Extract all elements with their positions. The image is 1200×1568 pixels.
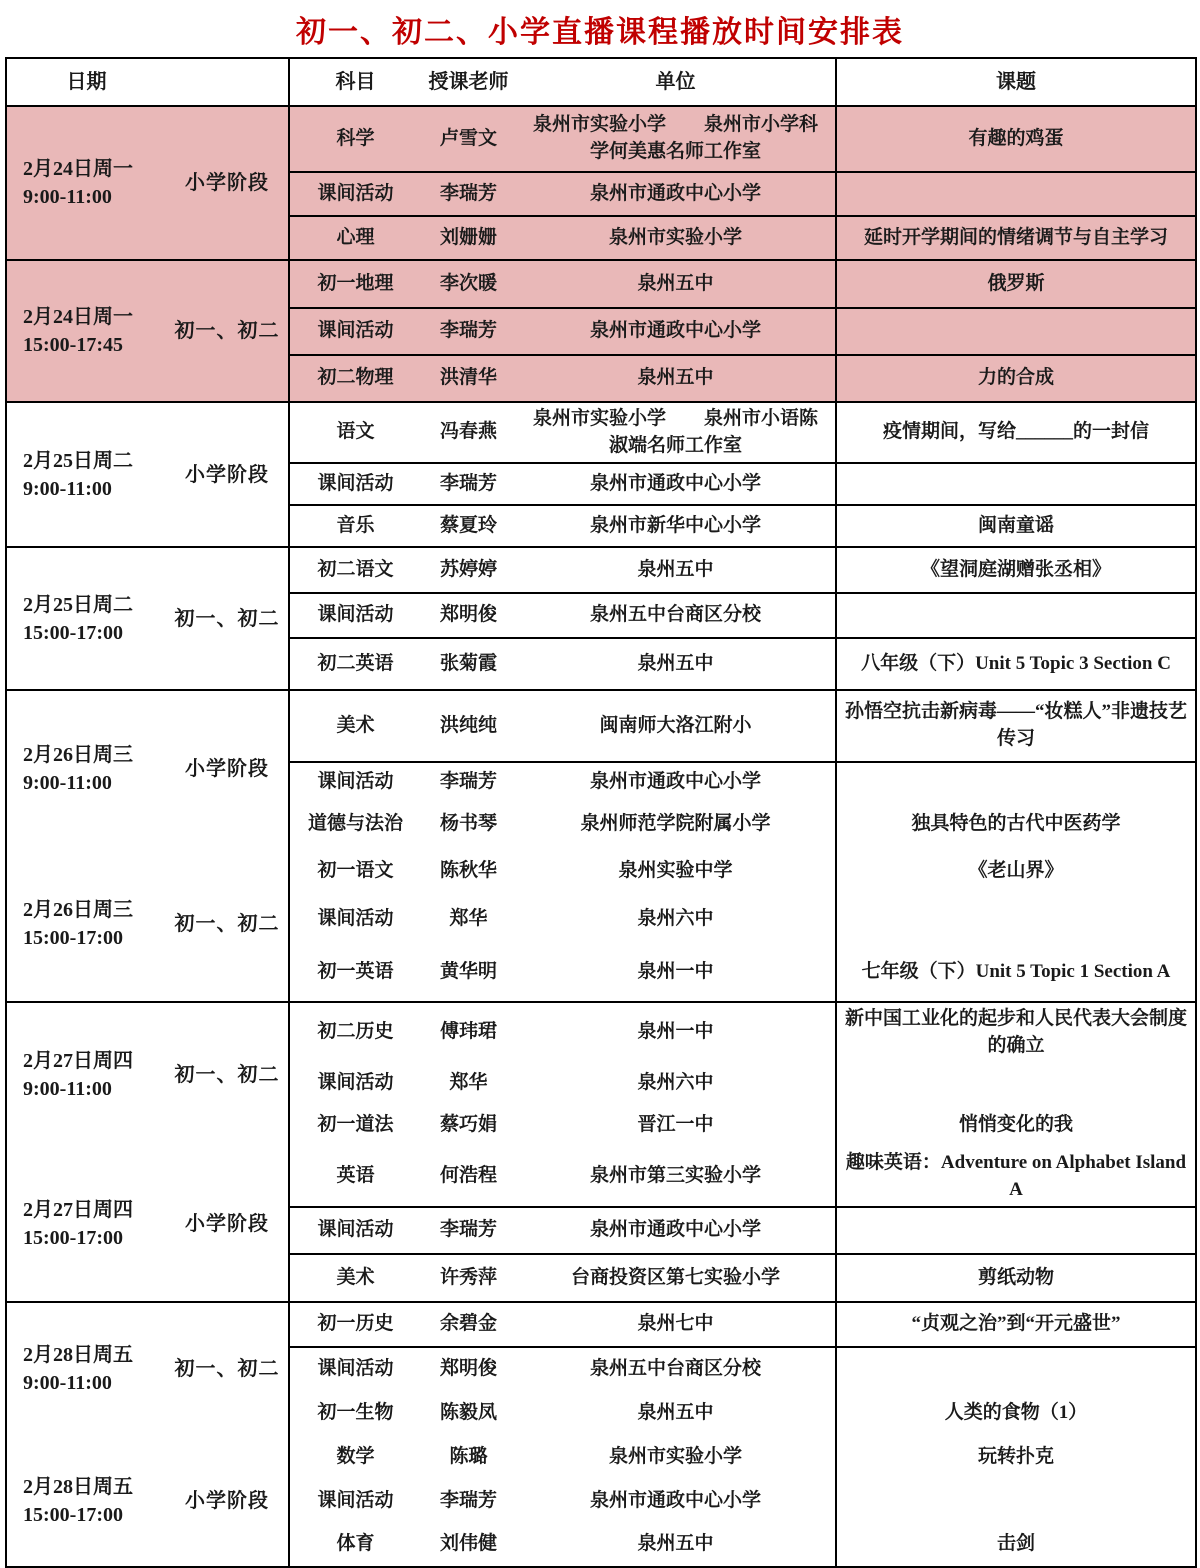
- topic-cell: 悄悄变化的我: [958, 1114, 1073, 1136]
- subject-cell: 课间活动: [289, 1347, 421, 1391]
- topic-cell: [836, 1479, 1196, 1523]
- unit-cell: 泉州市通政中心小学: [516, 1479, 836, 1523]
- subject-cell: 心理: [289, 216, 421, 260]
- subject-cell: 初一地理: [289, 260, 421, 308]
- subject-cell: 美术: [289, 690, 421, 762]
- date-text: 2月27日周四: [23, 1199, 133, 1221]
- teacher-cell: 郑华: [449, 907, 488, 929]
- teacher-cell: 张菊霞: [421, 638, 516, 690]
- unit-cell: 泉州市实验小学: [516, 216, 836, 260]
- time-text: 15:00-17:00: [23, 1503, 123, 1526]
- course-row: [6, 1147, 1196, 1207]
- column-header-topic: 课题: [996, 71, 1036, 93]
- subject-cell: 课间活动: [289, 172, 421, 216]
- unit-cell: 泉州一中: [516, 943, 836, 1002]
- schedule-table: [5, 57, 1197, 1568]
- time-text: 15:00-17:00: [23, 927, 123, 949]
- topic-cell: 俄罗斯: [836, 260, 1196, 308]
- subject-cell: 初一英语: [317, 960, 394, 982]
- date-cell: [6, 690, 166, 847]
- teacher-cell: 苏婷婷: [421, 547, 516, 593]
- topic-cell: 疫情期间，写给______的一封信: [836, 402, 1196, 463]
- unit-cell: 泉州市通政中心小学: [516, 1207, 836, 1254]
- subject-cell: 课间活动: [289, 463, 421, 505]
- unit-cell: 泉州五中: [516, 260, 836, 308]
- stage-cell: 初一、初二: [166, 847, 289, 1002]
- header-row: [6, 58, 1196, 106]
- date-text: 2月27日周四: [23, 1050, 133, 1072]
- teacher-cell: 李瑞芳: [421, 463, 516, 505]
- unit-cell: 泉州五中: [516, 547, 836, 593]
- time-text: 9:00-11:00: [23, 477, 112, 500]
- topic-cell: 玩转扑克: [977, 1445, 1054, 1467]
- time-text: 15:00-17:45: [23, 334, 123, 356]
- course-row: [6, 106, 1196, 172]
- topic-cell: “贞观之治”到“开元盛世”: [836, 1302, 1196, 1347]
- topic-cell: 剪纸动物: [836, 1254, 1196, 1302]
- topic-cell: 《望洞庭湖赠张丞相》: [836, 547, 1196, 593]
- subject-cell: 课间活动: [289, 593, 421, 638]
- unit-cell: 泉州师范学院附属小学: [516, 802, 836, 847]
- time-text: 9:00-11:00: [23, 1078, 112, 1100]
- unit-cell: 泉州市通政中心小学: [516, 463, 836, 505]
- stage-cell: 初一、初二: [166, 1002, 289, 1147]
- topic-cell: 力的合成: [836, 355, 1196, 402]
- topic-cell: 闽南童谣: [836, 505, 1196, 547]
- topic-cell: 人类的食物（1）: [944, 1401, 1088, 1423]
- unit-cell: 泉州市第三实验小学: [516, 1147, 836, 1207]
- date-text: 2月24日周一: [23, 306, 133, 328]
- subject-cell: 语文: [289, 402, 421, 463]
- teacher-cell: 李次暖: [421, 260, 516, 308]
- date-cell: [6, 1147, 166, 1302]
- date-text: 2月25日周二: [23, 593, 133, 616]
- topic-cell: 独具特色的古代中医药学: [911, 813, 1121, 835]
- subject-cell: 课间活动: [317, 1071, 394, 1093]
- course-row: [6, 547, 1196, 593]
- topic-cell: [836, 762, 1196, 802]
- unit-cell: 泉州市通政中心小学: [516, 308, 836, 355]
- teacher-cell: 何浩程: [439, 1165, 497, 1187]
- topic-cell: 八年级（下）Unit 5 Topic 3 Section C: [836, 638, 1196, 690]
- time-text: 9:00-11:00: [23, 1372, 112, 1394]
- stage-cell: 小学阶段: [166, 106, 289, 260]
- unit-cell: 泉州五中台商区分校: [516, 1347, 836, 1391]
- subject-cell: 初一语文: [317, 859, 394, 881]
- stage-cell: 初一、初二: [166, 547, 289, 690]
- subject-cell: 初二历史: [289, 1002, 421, 1062]
- date-text: 2月24日周一: [23, 158, 133, 180]
- subject-cell: 体育: [336, 1533, 375, 1555]
- unit-cell: 泉州六中: [516, 895, 836, 943]
- teacher-cell: 陈璐: [449, 1445, 488, 1467]
- date-cell: [6, 402, 166, 547]
- teacher-cell: 傅玮珺: [421, 1002, 516, 1062]
- time-text: 15:00-17:00: [23, 1227, 123, 1249]
- unit-cell: 泉州五中: [516, 638, 836, 690]
- date-cell: [6, 1002, 166, 1147]
- teacher-cell: 杨书琴: [439, 813, 497, 835]
- teacher-cell: 黄华明: [439, 960, 497, 982]
- stage-cell: 初一、初二: [166, 1302, 289, 1435]
- course-row: [6, 1302, 1196, 1347]
- unit-cell: 泉州市实验小学 泉州市小学科学何美惠名师工作室: [516, 106, 836, 172]
- teacher-cell: 卢雪文: [421, 106, 516, 172]
- subject-cell: 初二英语: [289, 638, 421, 690]
- teacher-cell: 郑明俊: [421, 593, 516, 638]
- course-row: [6, 847, 1196, 895]
- course-row: [6, 1002, 1196, 1062]
- stage-cell: 初一、初二: [166, 260, 289, 402]
- teacher-cell: 郑华: [449, 1071, 488, 1093]
- teacher-cell: 李瑞芳: [421, 762, 516, 802]
- topic-cell: 趣味英语：Adventure on Alphabet Island A: [845, 1151, 1187, 1200]
- date-text: 2月26日周三: [23, 899, 133, 921]
- unit-cell: 泉州五中台商区分校: [516, 593, 836, 638]
- date-cell: [6, 547, 166, 690]
- time-text: 9:00-11:00: [23, 772, 112, 794]
- unit-cell: 泉州市实验小学 泉州市小语陈淑端名师工作室: [516, 402, 836, 463]
- teacher-cell: 蔡巧娟: [439, 1114, 497, 1136]
- unit-cell: 台商投资区第七实验小学: [516, 1254, 836, 1302]
- teacher-cell: 洪纯纯: [421, 690, 516, 762]
- subject-cell: 课间活动: [289, 762, 421, 802]
- subject-cell: 数学: [336, 1445, 375, 1467]
- subject-cell: 课间活动: [317, 907, 394, 929]
- teacher-cell: 许秀萍: [421, 1254, 516, 1302]
- subject-cell: 道德与法治: [307, 813, 403, 835]
- unit-cell: 泉州市实验小学: [516, 1435, 836, 1479]
- subject-cell: 科学: [289, 106, 421, 172]
- stage-cell: 小学阶段: [166, 402, 289, 547]
- topic-cell: [836, 308, 1196, 355]
- unit-cell: 泉州五中: [516, 355, 836, 402]
- subject-cell: 初一历史: [289, 1302, 421, 1347]
- topic-cell: 击剑: [996, 1533, 1035, 1555]
- subject-cell: 初二物理: [289, 355, 421, 402]
- date-cell: [6, 1435, 166, 1567]
- topic-cell: 有趣的鸡蛋: [836, 106, 1196, 172]
- date-cell: [6, 106, 166, 260]
- unit-cell: 泉州实验中学: [516, 847, 836, 895]
- subject-cell: 课间活动: [289, 1207, 421, 1254]
- teacher-cell: 陈秋华: [439, 859, 497, 881]
- date-cell: [6, 1302, 166, 1435]
- date-text: 2月28日周五: [23, 1344, 133, 1366]
- column-header-date: 日期: [66, 71, 107, 93]
- teacher-cell: 李瑞芳: [421, 172, 516, 216]
- subject-cell: 初一道法: [317, 1114, 394, 1136]
- topic-cell: [836, 593, 1196, 638]
- unit-cell: 泉州一中: [516, 1002, 836, 1062]
- topic-cell: 七年级（下）Unit 5 Topic 1 Section A: [861, 960, 1171, 982]
- unit-cell: 闽南师大洛江附小: [516, 690, 836, 762]
- date-text: 2月26日周三: [23, 744, 133, 766]
- date-text: 2月25日周二: [23, 449, 133, 472]
- page-title: 初一、初二、小学直播课程播放时间安排表: [296, 15, 904, 49]
- teacher-cell: 冯春燕: [421, 402, 516, 463]
- teacher-cell: 余碧金: [421, 1302, 516, 1347]
- topic-cell: 延时开学期间的情绪调节与自主学习: [836, 216, 1196, 260]
- stage-cell: 小学阶段: [166, 690, 289, 847]
- time-text: 9:00-11:00: [23, 186, 112, 208]
- column-header-subject: 科目: [335, 71, 376, 93]
- date-cell: [6, 847, 166, 1002]
- column-header-unit: 单位: [516, 58, 836, 106]
- subject-cell: 初一生物: [317, 1401, 394, 1423]
- subject-cell: 美术: [289, 1254, 421, 1302]
- header-spacer: [166, 58, 289, 106]
- course-row: [6, 260, 1196, 308]
- unit-cell: 泉州市通政中心小学: [516, 762, 836, 802]
- course-row: [6, 402, 1196, 463]
- subject-cell: 音乐: [289, 505, 421, 547]
- teacher-cell: 刘姗姗: [421, 216, 516, 260]
- teacher-cell: 李瑞芳: [421, 308, 516, 355]
- teacher-cell: 李瑞芳: [421, 1207, 516, 1254]
- topic-cell: [836, 1207, 1196, 1254]
- topic-cell: [836, 1062, 1196, 1104]
- unit-cell: 泉州七中: [516, 1302, 836, 1347]
- topic-cell: [836, 172, 1196, 216]
- teacher-cell: 刘伟健: [439, 1533, 497, 1555]
- unit-cell: 泉州五中: [516, 1391, 836, 1435]
- stage-cell: 小学阶段: [166, 1147, 289, 1302]
- subject-cell: 英语: [336, 1165, 375, 1187]
- subject-cell: 初二语文: [289, 547, 421, 593]
- teacher-cell: 蔡夏玲: [421, 505, 516, 547]
- date-cell: [6, 260, 166, 402]
- column-header-teacher: 授课老师: [428, 71, 509, 93]
- unit-cell: 泉州五中: [516, 1523, 836, 1567]
- topic-cell: 《老山界》: [968, 859, 1064, 881]
- teacher-cell: 郑明俊: [421, 1347, 516, 1391]
- subject-cell: 课间活动: [317, 1489, 394, 1511]
- subject-cell: 课间活动: [289, 308, 421, 355]
- teacher-cell: 洪清华: [421, 355, 516, 402]
- topic-cell: [836, 463, 1196, 505]
- stage-cell: 小学阶段: [166, 1435, 289, 1567]
- course-row: [6, 690, 1196, 762]
- topic-cell: 孙悟空抗击新病毒——“妆糕人”非遗技艺传习: [836, 690, 1196, 762]
- unit-cell: 泉州市通政中心小学: [516, 172, 836, 216]
- topic-cell: 新中国工业化的起步和人民代表大会制度的确立: [836, 1002, 1196, 1062]
- unit-cell: 泉州六中: [516, 1062, 836, 1104]
- unit-cell: 晋江一中: [516, 1104, 836, 1147]
- time-text: 15:00-17:00: [23, 621, 123, 644]
- topic-cell: [836, 895, 1196, 943]
- topic-cell: [836, 1347, 1196, 1391]
- teacher-cell: 李瑞芳: [439, 1489, 497, 1511]
- course-row: [6, 1435, 1196, 1479]
- date-text: 2月28日周五: [23, 1475, 133, 1498]
- unit-cell: 泉州市新华中心小学: [516, 505, 836, 547]
- teacher-cell: 陈毅凤: [439, 1401, 497, 1423]
